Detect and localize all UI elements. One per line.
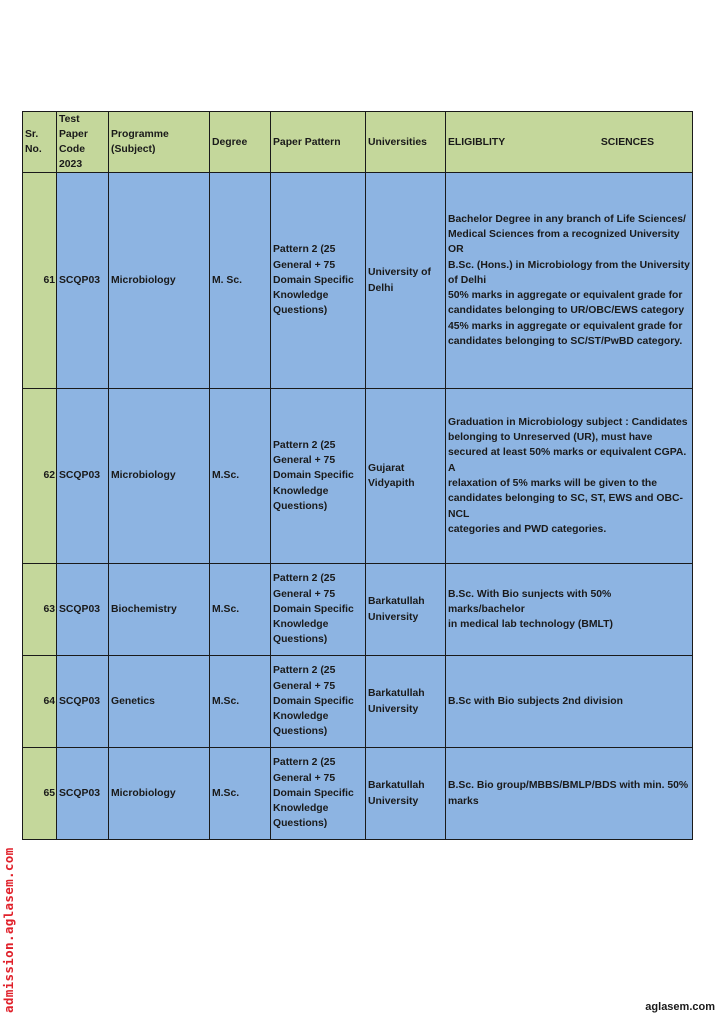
eligibility-cell: Bachelor Degree in any branch of Life Sciences/ Medical Sciences from a recognized University OR B.Sc. (Hons.) in Microbiology from the University of Delhi 50% marks in aggregate or equivalent grade for candidates belonging to UR/OBC/EWS category 45% marks in aggregate or equivalent grade for candidates belonging to SC/ST/PwBD category. bbox=[446, 173, 693, 389]
sr-no-cell: 65 bbox=[23, 748, 57, 840]
degree-cell: M.Sc. bbox=[210, 656, 271, 748]
eligibility-cell: B.Sc. With Bio sunjects with 50% marks/bachelor in medical lab technology (BMLT) bbox=[446, 564, 693, 656]
table-row bbox=[23, 389, 693, 564]
header-eligibility-label: ELIGIBLITY bbox=[448, 136, 506, 148]
sr-no-cell: 62 bbox=[23, 389, 57, 564]
eligibility-cell: Graduation in Microbiology subject : Candidates belonging to Unreserved (UR), must have secured at least 50% marks or equivalent CGPA. A relaxation of 5% marks will be given to the candidates belonging to SC, ST, EWS and OBC-NCL categories and PWD categories. bbox=[446, 389, 693, 564]
table-row bbox=[23, 656, 693, 748]
paper-pattern-cell: Pattern 2 (25 General + 75 Domain Specific Knowledge Questions) bbox=[271, 748, 366, 840]
degree-cell: M.Sc. bbox=[210, 748, 271, 840]
paper-pattern-cell: Pattern 2 (25 General + 75 Domain Specific Knowledge Questions) bbox=[271, 173, 366, 389]
paper-pattern-cell: Pattern 2 (25 General + 75 Domain Specific Knowledge Questions) bbox=[271, 656, 366, 748]
header-programme: Programme (Subject) bbox=[109, 112, 210, 173]
university-cell: University of Delhi bbox=[366, 173, 446, 389]
programme-cell: Microbiology bbox=[109, 173, 210, 389]
paper-code-cell: SCQP03 bbox=[57, 748, 109, 840]
eligibility-cell: B.Sc. Bio group/MBBS/BMLP/BDS with min. 50% marks bbox=[446, 748, 693, 840]
degree-cell: M. Sc. bbox=[210, 173, 271, 389]
table-row bbox=[23, 748, 693, 840]
paper-code-cell: SCQP03 bbox=[57, 173, 109, 389]
university-cell: Gujarat Vidyapith bbox=[366, 389, 446, 564]
programme-cell: Microbiology bbox=[109, 748, 210, 840]
sr-no-cell: 63 bbox=[23, 564, 57, 656]
header-eligibility bbox=[446, 112, 693, 173]
table-row bbox=[23, 173, 693, 389]
programme-cell: Biochemistry bbox=[109, 564, 210, 656]
university-cell: Barkatullah University bbox=[366, 656, 446, 748]
header-sr-no: Sr. No. bbox=[23, 112, 57, 173]
programme-cell: Genetics bbox=[109, 656, 210, 748]
degree-cell: M.Sc. bbox=[210, 564, 271, 656]
footer-watermark: aglasem.com bbox=[645, 1001, 715, 1013]
university-cell: Barkatullah University bbox=[366, 748, 446, 840]
side-watermark: admission.aglasem.com bbox=[1, 847, 16, 1013]
header-stream-label: SCIENCES bbox=[600, 136, 654, 148]
paper-pattern-cell: Pattern 2 (25 General + 75 Domain Specific Knowledge Questions) bbox=[271, 389, 366, 564]
header-paper-pattern: Paper Pattern bbox=[271, 112, 366, 173]
eligibility-cell: B.Sc with Bio subjects 2nd division bbox=[446, 656, 693, 748]
paper-code-cell: SCQP03 bbox=[57, 564, 109, 656]
programme-cell: Microbiology bbox=[109, 389, 210, 564]
paper-code-cell: SCQP03 bbox=[57, 389, 109, 564]
header-test-paper-code: Test Paper Code 2023 bbox=[57, 112, 109, 173]
sr-no-cell: 61 bbox=[23, 173, 57, 389]
paper-pattern-cell: Pattern 2 (25 General + 75 Domain Specific Knowledge Questions) bbox=[271, 564, 366, 656]
sr-no-cell: 64 bbox=[23, 656, 57, 748]
table-row bbox=[23, 564, 693, 656]
header-row bbox=[23, 112, 693, 173]
header-universities: Universities bbox=[366, 112, 446, 173]
header-degree: Degree bbox=[210, 112, 271, 173]
degree-cell: M.Sc. bbox=[210, 389, 271, 564]
paper-code-cell: SCQP03 bbox=[57, 656, 109, 748]
eligibility-table bbox=[22, 111, 693, 840]
university-cell: Barkatullah University bbox=[366, 564, 446, 656]
